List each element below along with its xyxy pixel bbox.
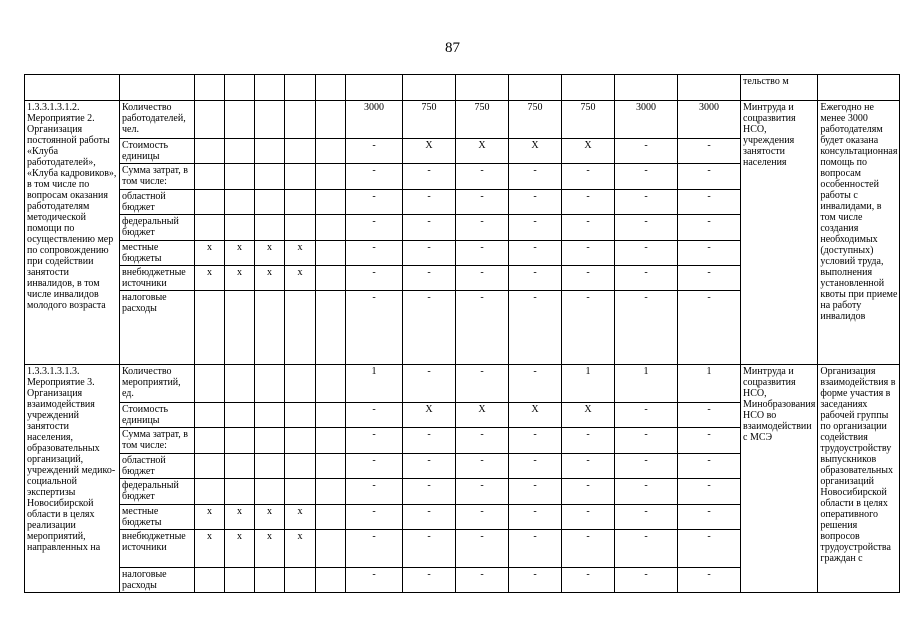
cell [316,75,346,101]
value-cell: - [615,190,678,215]
value-cell: - [509,291,562,365]
value-cell: 3000 [678,101,741,139]
cell [285,75,316,101]
empty-cell [316,365,346,403]
marker-cell [285,139,316,164]
value-cell: - [346,164,403,190]
empty-cell [316,403,346,428]
value-cell: - [678,266,741,291]
marker-cell: х [285,266,316,291]
value-cell: - [615,454,678,479]
row-label: местные бюджеты [120,241,195,266]
marker-cell [225,454,255,479]
value-cell: - [346,215,403,241]
value-cell: - [346,479,403,505]
value-cell: - [403,266,456,291]
executor-cell: Минтруда и соцразвития НСО, Минобразования НСО во взаимодействии с МСЭ [741,365,818,593]
value-cell: - [509,365,562,403]
value-cell: Х [509,139,562,164]
value-cell: - [456,241,509,266]
executor-cell: Минтруда и соцразвития НСО, учреждения занятости населения [741,101,818,365]
value-cell: - [615,568,678,593]
value-cell: - [562,568,615,593]
cell [225,75,255,101]
empty-cell [316,139,346,164]
value-cell: - [456,365,509,403]
value-cell: - [346,291,403,365]
marker-cell: х [225,530,255,568]
value-cell: - [562,428,615,454]
value-cell: - [346,266,403,291]
page-number: 87 [445,40,460,56]
value-cell: - [509,479,562,505]
value-cell: Х [403,403,456,428]
marker-cell [195,291,225,365]
cell [678,75,741,101]
value-cell: 750 [509,101,562,139]
row-label: Стоимость единицы [120,403,195,428]
table-row [25,365,900,403]
marker-cell [195,454,225,479]
empty-cell [316,479,346,505]
value-cell: - [509,266,562,291]
value-cell: - [678,241,741,266]
value-cell: - [403,190,456,215]
marker-cell [285,454,316,479]
value-cell: - [403,365,456,403]
cell [346,75,403,101]
value-cell: - [615,479,678,505]
value-cell: - [509,215,562,241]
value-cell: 1 [346,365,403,403]
marker-cell [285,365,316,403]
value-cell: - [403,530,456,568]
cell [509,75,562,101]
value-cell: - [562,266,615,291]
marker-cell [285,428,316,454]
row-label: внебюджетные источники [120,266,195,291]
value-cell: - [562,479,615,505]
value-cell: - [346,530,403,568]
empty-cell [316,454,346,479]
value-cell: - [346,241,403,266]
marker-cell [255,403,285,428]
value-cell: - [456,479,509,505]
row-label: Количество мероприятий, ед. [120,365,195,403]
value-cell: - [346,454,403,479]
program-table [24,74,900,593]
empty-cell [316,291,346,365]
empty-cell [316,266,346,291]
value-cell: - [678,505,741,530]
value-cell: - [562,505,615,530]
value-cell: - [456,291,509,365]
marker-cell: х [195,241,225,266]
value-cell: - [403,241,456,266]
marker-cell [225,428,255,454]
marker-cell [225,291,255,365]
value-cell: - [678,568,741,593]
value-cell: - [678,479,741,505]
empty-cell [316,428,346,454]
value-cell: - [615,291,678,365]
value-cell: - [615,530,678,568]
marker-cell [285,291,316,365]
value-cell: Х [562,403,615,428]
value-cell: - [562,530,615,568]
marker-cell [225,403,255,428]
marker-cell [255,479,285,505]
value-cell: - [678,403,741,428]
value-cell: 1 [562,365,615,403]
value-cell: - [562,215,615,241]
marker-cell [195,190,225,215]
marker-cell [195,139,225,164]
marker-cell [195,428,225,454]
marker-cell [225,101,255,139]
value-cell: - [403,479,456,505]
value-cell: - [509,241,562,266]
marker-cell [285,215,316,241]
top-row [25,75,900,101]
marker-cell: х [195,266,225,291]
row-label: областной бюджет [120,190,195,215]
marker-cell [255,190,285,215]
cell [120,75,195,101]
value-cell: - [509,454,562,479]
value-cell: - [615,505,678,530]
empty-cell [316,568,346,593]
value-cell: - [456,164,509,190]
marker-cell [255,428,285,454]
value-cell: - [615,164,678,190]
marker-cell: х [195,505,225,530]
value-cell: - [678,428,741,454]
marker-cell [285,190,316,215]
value-cell: - [615,428,678,454]
marker-cell: х [225,266,255,291]
value-cell: Х [403,139,456,164]
row-label: областной бюджет [120,454,195,479]
value-cell: - [403,164,456,190]
marker-cell [225,479,255,505]
marker-cell [285,101,316,139]
empty-cell [316,215,346,241]
marker-cell [285,568,316,593]
marker-cell [285,164,316,190]
marker-cell: х [255,530,285,568]
value-cell: - [678,215,741,241]
result-cell: Организация взаимодействия в форме участия в заседаниях рабочей группы по организации содействия трудоустройству выпускников образовательных организаций Новосибирской области в целях оперативного решения вопросов трудоустройства граждан с [818,365,900,593]
marker-cell [285,403,316,428]
value-cell: Х [456,403,509,428]
value-cell: 3000 [615,101,678,139]
marker-cell: х [255,266,285,291]
marker-cell [255,164,285,190]
cell [25,75,120,101]
value-cell: - [456,454,509,479]
value-cell: - [562,241,615,266]
value-cell: - [509,530,562,568]
value-cell: - [346,568,403,593]
value-cell: - [509,428,562,454]
marker-cell [255,568,285,593]
marker-cell [225,164,255,190]
empty-cell [316,190,346,215]
marker-cell: х [255,241,285,266]
value-cell: - [346,190,403,215]
marker-cell [195,101,225,139]
row-label: федеральный бюджет [120,215,195,241]
cell [255,75,285,101]
row-label: Стоимость единицы [120,139,195,164]
value-cell: - [403,215,456,241]
cell [195,75,225,101]
marker-cell [195,403,225,428]
value-cell: - [678,291,741,365]
marker-cell [225,568,255,593]
marker-cell: х [285,505,316,530]
value-cell: 750 [562,101,615,139]
cell [456,75,509,101]
marker-cell [225,190,255,215]
row-label: Сумма затрат, в том числе: [120,428,195,454]
marker-cell [195,365,225,403]
marker-cell: х [255,505,285,530]
value-cell: - [615,139,678,164]
empty-cell [316,101,346,139]
result-cell: Ежегодно не менее 3000 работодателям будет оказана консультационная помощь по вопросам особенностей работы с инвалидами, в том числе создания необходимых (доступных) условий труда, выполнения установленной квоты при приеме на работу инвалидов [818,101,900,365]
value-cell: - [678,164,741,190]
value-cell: - [346,403,403,428]
marker-cell: х [225,505,255,530]
marker-cell [195,479,225,505]
marker-cell [195,215,225,241]
marker-cell [225,215,255,241]
value-cell: 1 [678,365,741,403]
value-cell: - [403,454,456,479]
row-label: налоговые расходы [120,568,195,593]
executor-tail: тельство м [741,75,818,101]
marker-cell [225,139,255,164]
marker-cell [255,101,285,139]
value-cell: - [615,241,678,266]
value-cell: - [456,266,509,291]
value-cell: - [615,403,678,428]
value-cell: - [562,291,615,365]
table-row [25,101,900,139]
empty-cell [316,164,346,190]
marker-cell: х [225,241,255,266]
marker-cell [195,164,225,190]
value-cell: Х [562,139,615,164]
row-label: внебюджетные источники [120,530,195,568]
empty-cell [316,530,346,568]
value-cell: - [456,190,509,215]
empty-cell [316,241,346,266]
value-cell: 750 [456,101,509,139]
value-cell: - [615,266,678,291]
value-cell: 750 [403,101,456,139]
row-label: местные бюджеты [120,505,195,530]
value-cell: - [456,568,509,593]
value-cell: - [509,568,562,593]
marker-cell: х [195,530,225,568]
value-cell: - [346,139,403,164]
value-cell: - [678,530,741,568]
row-label: Количество работодателей, чел. [120,101,195,139]
value-cell: - [562,164,615,190]
value-cell: Х [456,139,509,164]
row-label: федеральный бюджет [120,479,195,505]
cell [615,75,678,101]
value-cell: 3000 [346,101,403,139]
value-cell: - [509,505,562,530]
marker-cell [255,139,285,164]
marker-cell [255,291,285,365]
row-label: Сумма затрат, в том числе: [120,164,195,190]
cell [403,75,456,101]
marker-cell: х [285,241,316,266]
value-cell: Х [509,403,562,428]
value-cell: - [456,215,509,241]
marker-cell [225,365,255,403]
activity-title: 1.3.3.1.3.1.2. Мероприятие 2. Организация постоянной работы «Клуба работодателей», «Клуба кадровиков», в том числе по вопросам оказания работодателям методической помощи по осуществлению мер по сопровождению при содействии занятости инвалидов, в том числе инвалидов молодого возраста [25,101,120,365]
value-cell: - [403,428,456,454]
cell [818,75,900,101]
value-cell: - [403,291,456,365]
value-cell: - [456,505,509,530]
marker-cell [255,365,285,403]
row-label: налоговые расходы [120,291,195,365]
value-cell: - [678,454,741,479]
value-cell: - [509,190,562,215]
marker-cell [255,454,285,479]
marker-cell [285,479,316,505]
value-cell: - [456,428,509,454]
value-cell: - [509,164,562,190]
value-cell: - [346,505,403,530]
value-cell: - [678,139,741,164]
value-cell: - [346,428,403,454]
value-cell: - [562,454,615,479]
marker-cell [255,215,285,241]
value-cell: - [403,505,456,530]
value-cell: 1 [615,365,678,403]
empty-cell [316,505,346,530]
value-cell: - [456,530,509,568]
value-cell: - [562,190,615,215]
cell [562,75,615,101]
marker-cell [195,568,225,593]
marker-cell: х [285,530,316,568]
activity-title: 1.3.3.1.3.1.3. Мероприятие 3. Организация взаимодействия учреждений занятости населения, образовательных организаций, учреждений медико-социальной экспертизы Новосибирской области в целях реализации мероприятий, направленных на [25,365,120,593]
value-cell: - [678,190,741,215]
value-cell: - [403,568,456,593]
value-cell: - [615,215,678,241]
